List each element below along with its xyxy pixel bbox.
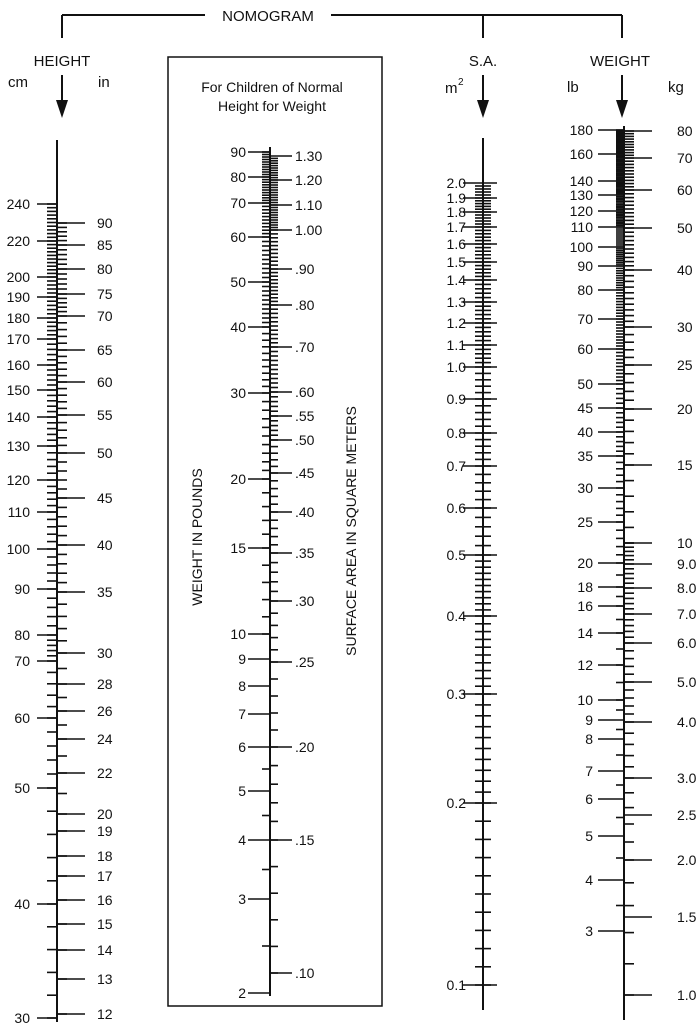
height-in-label: 16 <box>97 892 113 908</box>
height-cm-label: 120 <box>6 472 30 488</box>
weight-kg-label: 9.0 <box>677 556 697 572</box>
height-cm-label: 100 <box>6 541 30 557</box>
weight-lb-label: 18 <box>577 579 593 595</box>
weight-lb-label: 9 <box>585 712 593 728</box>
box-m2-label: .25 <box>295 654 315 670</box>
box-lb-label: 2 <box>238 985 246 1001</box>
box-lb-label: 6 <box>238 739 246 755</box>
height-in-label: 13 <box>97 971 113 987</box>
weight-kg-label: 60 <box>677 182 693 198</box>
height-in-label: 20 <box>97 806 113 822</box>
sa-heading: S.A. <box>468 53 498 70</box>
weight-lb-label: 20 <box>577 555 593 571</box>
sa-label: 2.0 <box>446 175 466 191</box>
height-in-label: 18 <box>97 848 113 864</box>
weight-lb-label: 4 <box>585 872 593 888</box>
box-m2-label: .40 <box>295 504 315 520</box>
weight-lb-label: 10 <box>577 692 593 708</box>
box-m2-label: .10 <box>295 965 315 981</box>
height-cm-label: 50 <box>14 780 30 796</box>
weight-kg-label: 70 <box>677 150 693 166</box>
weight-lb-label: 7 <box>585 763 593 779</box>
height-in-label: 60 <box>97 374 113 390</box>
height-in-unit: in <box>98 74 110 91</box>
weight-kg-label: 7.0 <box>677 606 697 622</box>
box-m2-label: 1.20 <box>295 172 323 188</box>
box-lb-label: 7 <box>238 706 246 722</box>
height-in-label: 35 <box>97 584 113 600</box>
box-caption-line2: Height for Weight <box>218 98 326 114</box>
weight-kg-label: 1.5 <box>677 909 697 925</box>
sa-label: 1.4 <box>446 272 466 288</box>
height-cm-label: 170 <box>6 331 30 347</box>
height-scale <box>7 140 113 1025</box>
height-cm-label: 190 <box>6 289 30 305</box>
weight-lb-label: 6 <box>585 791 593 807</box>
box-m2-label: .50 <box>295 432 315 448</box>
weight-lb-label: 100 <box>569 239 593 255</box>
height-cm-label: 160 <box>6 357 30 373</box>
sa-label: 1.5 <box>446 254 466 270</box>
sa-label: 1.2 <box>446 315 466 331</box>
weight-lb-label: 30 <box>577 480 593 496</box>
weight-kg-label: 20 <box>677 401 693 417</box>
height-arrow-icon <box>56 100 68 118</box>
height-cm-label: 140 <box>6 409 30 425</box>
weight-lb-label: 35 <box>577 448 593 464</box>
height-cm-label: 200 <box>6 269 30 285</box>
sa-label: 1.1 <box>446 337 466 353</box>
height-cm-label: 70 <box>14 653 30 669</box>
sa-label: 0.6 <box>446 500 466 516</box>
box-lb-label: 9 <box>238 651 246 667</box>
box-m2-label: .55 <box>295 408 315 424</box>
height-cm-label: 130 <box>6 438 30 454</box>
box-lb-label: 3 <box>238 891 246 907</box>
sa-label: 1.9 <box>446 190 466 206</box>
weight-arrow-icon <box>616 100 628 118</box>
height-in-label: 90 <box>97 215 113 231</box>
surface-area-scale <box>447 138 497 1010</box>
box-m2-label: 1.30 <box>295 148 323 164</box>
box-m2-label: .30 <box>295 593 315 609</box>
weight-lb-label: 16 <box>577 598 593 614</box>
height-cm-label: 180 <box>6 310 30 326</box>
box-m2-label: .90 <box>295 261 315 277</box>
weight-lb-label: 70 <box>577 311 593 327</box>
sa-label: 0.3 <box>446 686 466 702</box>
height-in-label: 17 <box>97 868 113 884</box>
height-in-label: 15 <box>97 916 113 932</box>
height-in-label: 24 <box>97 731 113 747</box>
sa-arrow-icon <box>477 100 489 118</box>
box-m2-label: .60 <box>295 384 315 400</box>
box-scale <box>230 144 322 1001</box>
weight-lb-label: 140 <box>569 173 593 189</box>
weight-lb-label: 45 <box>577 400 593 416</box>
height-cm-label: 40 <box>14 896 30 912</box>
sa-label: 0.5 <box>446 547 466 563</box>
weight-lb-label: 14 <box>577 625 593 641</box>
height-cm-label: 240 <box>6 196 30 212</box>
height-in-label: 28 <box>97 676 113 692</box>
box-lb-label: 10 <box>230 626 246 642</box>
box-m2-label: 1.10 <box>295 197 323 213</box>
weight-kg-label: 30 <box>677 319 693 335</box>
box-lb-label: 90 <box>230 144 246 160</box>
weight-kg-label: 5.0 <box>677 674 697 690</box>
sa-label: 1.3 <box>446 294 466 310</box>
box-m2-label: 1.00 <box>295 222 323 238</box>
box-lb-label: 4 <box>238 832 246 848</box>
box-lb-label: 8 <box>238 678 246 694</box>
weight-kg-label: 50 <box>677 220 693 236</box>
sa-unit: m <box>445 80 458 97</box>
weight-kg-label: 10 <box>677 535 693 551</box>
height-cm-label: 60 <box>14 710 30 726</box>
box-lb-label: 5 <box>238 783 246 799</box>
sa-label: 1.6 <box>446 236 466 252</box>
weight-lb-label: 5 <box>585 828 593 844</box>
weight-lb-label: 8 <box>585 731 593 747</box>
height-cm-label: 150 <box>6 382 30 398</box>
weight-lb-label: 120 <box>569 203 593 219</box>
height-in-label: 50 <box>97 445 113 461</box>
height-cm-label: 110 <box>7 504 30 520</box>
height-in-label: 85 <box>97 237 113 253</box>
box-lb-label: 80 <box>230 169 246 185</box>
height-in-label: 30 <box>97 645 113 661</box>
height-in-label: 65 <box>97 342 113 358</box>
nomogram-title: NOMOGRAM <box>222 8 314 25</box>
box-caption-line1: For Children of Normal <box>201 79 343 95</box>
box-m2-label: .45 <box>295 465 315 481</box>
height-in-label: 12 <box>97 1006 113 1022</box>
height-in-label: 70 <box>97 308 113 324</box>
box-m2-label: .20 <box>295 739 315 755</box>
weight-lb-unit: lb <box>567 79 579 96</box>
weight-kg-label: 4.0 <box>677 714 697 730</box>
weight-kg-label: 80 <box>677 123 693 139</box>
weight-heading: WEIGHT <box>590 53 650 70</box>
height-in-label: 14 <box>97 942 113 958</box>
weight-lb-label: 160 <box>569 146 593 162</box>
weight-lb-label: 3 <box>585 923 593 939</box>
box-lb-label: 50 <box>230 274 246 290</box>
sa-label: 1.7 <box>446 219 466 235</box>
weight-lb-label: 110 <box>570 219 593 235</box>
sa-label: 0.9 <box>446 391 466 407</box>
weight-lb-label: 90 <box>577 258 593 274</box>
weight-kg-label: 3.0 <box>677 770 697 786</box>
weight-scale <box>570 122 697 1020</box>
sa-label: 1.8 <box>446 204 466 220</box>
sa-unit-exponent: 2 <box>458 77 464 88</box>
height-heading: HEIGHT <box>33 53 91 70</box>
height-in-label: 80 <box>97 261 113 277</box>
box-m2-label: .70 <box>295 339 315 355</box>
height-in-label: 45 <box>97 490 113 506</box>
weight-lb-label: 12 <box>577 657 593 673</box>
weight-lb-label: 25 <box>577 514 593 530</box>
weight-kg-label: 2.0 <box>677 852 697 868</box>
weight-kg-label: 15 <box>677 457 693 473</box>
height-in-label: 22 <box>97 765 113 781</box>
weight-lb-label: 80 <box>577 282 593 298</box>
height-cm-label: 80 <box>14 627 30 643</box>
box-m2-label: .35 <box>295 545 315 561</box>
height-in-label: 26 <box>97 703 113 719</box>
weight-lb-label: 40 <box>577 424 593 440</box>
weight-kg-label: 8.0 <box>677 580 697 596</box>
height-cm-unit: cm <box>8 74 28 91</box>
weight-lb-label: 60 <box>577 341 593 357</box>
height-cm-label: 90 <box>14 581 30 597</box>
weight-kg-label: 25 <box>677 357 693 373</box>
weight-lb-label: 180 <box>569 122 593 138</box>
box-lb-label: 30 <box>230 385 246 401</box>
weight-lb-label: 50 <box>577 376 593 392</box>
weight-kg-label: 6.0 <box>677 635 697 651</box>
surface-area-label: SURFACE AREA IN SQUARE METERS <box>343 406 359 656</box>
box-lb-label: 60 <box>230 229 246 245</box>
height-in-label: 19 <box>97 823 113 839</box>
height-in-label: 75 <box>97 286 113 302</box>
weight-kg-label: 2.5 <box>677 807 697 823</box>
weight-in-pounds-label: WEIGHT IN POUNDS <box>189 468 205 606</box>
nomogram-header <box>62 15 622 38</box>
box-m2-label: .80 <box>295 297 315 313</box>
box-lb-label: 70 <box>230 195 246 211</box>
sa-label: 0.4 <box>446 608 466 624</box>
sa-label: 0.1 <box>446 977 466 993</box>
box-lb-label: 15 <box>230 540 246 556</box>
sa-label: 0.7 <box>446 458 466 474</box>
sa-label: 0.8 <box>446 425 466 441</box>
weight-lb-label: 130 <box>569 187 593 203</box>
height-in-label: 55 <box>97 407 113 423</box>
box-m2-label: .15 <box>295 832 315 848</box>
weight-kg-unit: kg <box>668 79 684 96</box>
weight-kg-label: 40 <box>677 262 693 278</box>
sa-label: 0.2 <box>446 795 466 811</box>
height-cm-label: 30 <box>14 1010 30 1025</box>
height-cm-label: 220 <box>6 233 30 249</box>
weight-kg-label: 1.0 <box>677 987 697 1003</box>
sa-label: 1.0 <box>446 359 466 375</box>
box-lb-label: 20 <box>230 471 246 487</box>
height-in-label: 40 <box>97 537 113 553</box>
box-lb-label: 40 <box>230 319 246 335</box>
